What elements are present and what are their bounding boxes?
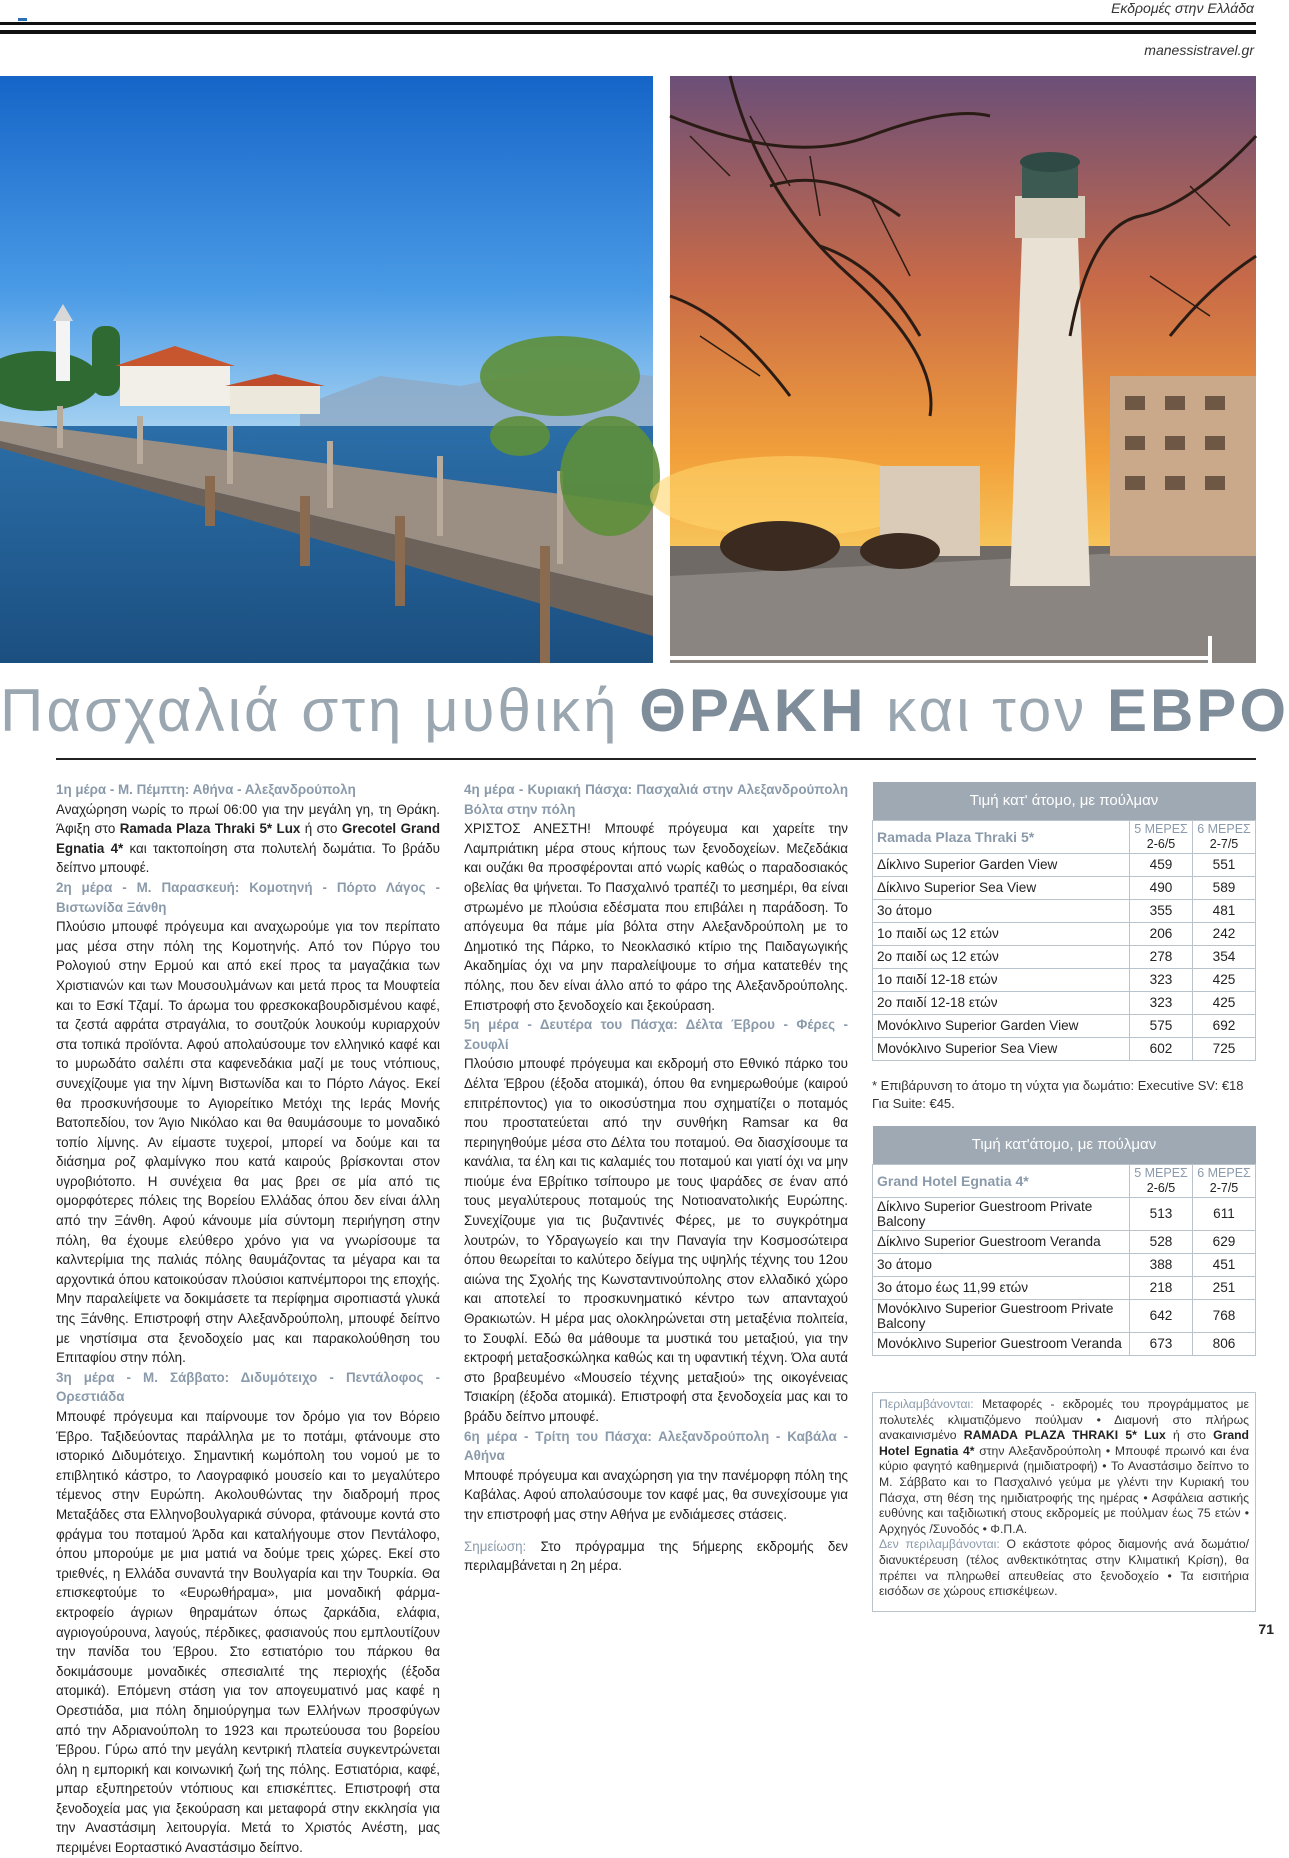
price-row — [873, 853, 1256, 876]
price-6-days: 768 — [1193, 1299, 1256, 1332]
price-row — [873, 1014, 1256, 1037]
price-5-days: 513 — [1130, 1197, 1193, 1230]
day-2-text: Πλούσιο μπουφέ πρόγευμα και αναχωρούμε για τον περίπατο μας μέσα στην πόλη της Κομοτηνής. Από τον Πύργο του Ρολογιού στην Ερμού και από εκεί προς τα μαγαζάκια των Χριστιανών και των Μουσουλμάνων και μετά προς τα Μουφτεία και το Εσκί Τζαμί. Το άρωμα του φρεσκοκαβουρδισμένου καφέ, τα ζεστά αφράτα στραγάλια, το σουτζούκ λουκούμ κυριαρχούν στα τοπικά προϊόντα. Αφού απολαύσουμε τον ελληνικό καφέ και το μυρωδάτο σαλέπι στα καφενεδάκια μαζί με τους ντόπιους, συνεχίζουμε για την λίμνη Βιστωνίδα και το Πόρτο Λάγος. Εκεί θα προσκυνήσουμε το Αγιορείτικο Μετόχι της Ιεράς Μονής Βατοπεδίου, τον Άγιο Νικόλαο και θα θαυμάσουμε το μοναδικό τοπίο λίμνης. Αν είμαστε τυχεροί, μπορεί να δούμε και τα διάσημα ροζ φλαμίνγκο που κατά καιρούς βρίσκονται στον υγροβιότοπο. Η συνέχεια θα μας βρει σε μία από τις ομορφότερες πόλεις της Βορείου Ελλάδας όπου δεν είναι άλλη από την Ξάνθη. Αφού κάνουμε μία σύντομη περιήγηση στην πόλη, θα έχουμε ελεύθερο χρόνο για να γνωρίσουμε τα καλντερίμια της παλιάς πόλης θαυμάζοντας τα μέγαρα και τα αρχοντικά όπου κατοικούσαν πλούσιοι καπνέμποροι της εποχής. Μην παραλείψετε να δοκιμάσετε τα περίφημα σιροπιαστά γλυκά της Ξάνθης. Επιστροφή στην Αλεξανδρούπολη, μπουφέ δείπνο με νηστίσιμα στα ξενοδοχείο μας και παρακολούθηση του Επιταφίου στην πόλη. — [56, 919, 440, 1366]
room-type: 3ο άτομο έως 11,99 ετών — [873, 1276, 1130, 1299]
price-6-days: 425 — [1193, 968, 1256, 991]
price-5-days: 206 — [1130, 922, 1193, 945]
price-row — [873, 876, 1256, 899]
price-6-days: 611 — [1193, 1197, 1256, 1230]
room-type: 3ο άτομο — [873, 899, 1130, 922]
itinerary-column-2 — [464, 780, 848, 1576]
price-6-days: 354 — [1193, 945, 1256, 968]
page-title — [0, 676, 1289, 745]
porto-lagos-bridge-photo — [0, 76, 653, 663]
title-rule — [56, 758, 1256, 760]
title-highlight-evros: ΕΒΡΟ — [1106, 677, 1289, 744]
price-6-days: 481 — [1193, 899, 1256, 922]
program-note: Σημείωση: Στο πρόγραμμα της 5ήμερης εκδρομής δεν περιλαμβάνεται η 2η μέρα. — [464, 1538, 848, 1574]
price-5-days: 602 — [1130, 1037, 1193, 1060]
price-6-days: 629 — [1193, 1230, 1256, 1253]
price-6-days: 806 — [1193, 1332, 1256, 1355]
day-6-text: Μπουφέ πρόγευμα και αναχώρηση για την πανέμορφη πόλη της Καβάλας. Αφού απολαύσουμε τον καφέ μας, θα συνεχίσουμε για την επιστροφή μας στην Αθήνα με ενδιάμεσες στάσεις. — [464, 1467, 848, 1522]
hotel-name: Ramada Plaza Thraki 5* Lux — [119, 821, 301, 837]
room-type: Μονόκλινο Superior Guestroom Veranda — [873, 1332, 1130, 1355]
not-included-text: Δεν περιλαμβάνονται: Ο εκάστοτε φόρος διαμονής ανά δωμάτιο/διανυκτέρευση (τέλος ανθεκτικότητας στην Κλιματική Κρίση), θα πρέπει να πληρωθεί απευθείας στο ξενοδοχείο • Τα εισιτήρια εισόδων σε χώρους επισκέψεων. — [879, 1537, 1249, 1599]
price-row — [873, 1230, 1256, 1253]
title-part-2: και τον — [866, 677, 1107, 744]
price-row — [873, 1197, 1256, 1230]
day-1-title: 1η μέρα - Μ. Πέμπτη: Αθήνα - Αλεξανδρούπολη — [56, 782, 356, 797]
price-row — [873, 899, 1256, 922]
day-6-title: 6η μέρα - Τρίτη του Πάσχα: Αλεξανδρούπολη - Καβάλα - Αθήνα — [464, 1428, 848, 1464]
room-type: 1ο παιδί ως 12 ετών — [873, 922, 1130, 945]
price-row — [873, 945, 1256, 968]
price-row — [873, 991, 1256, 1014]
day-5-title: 5η μέρα - Δευτέρα του Πάσχα: Δέλτα Έβρου - Φέρες - Σουφλί — [464, 1017, 848, 1052]
price-5-days: 575 — [1130, 1014, 1193, 1037]
day-1-text: Αναχώρηση νωρίς το πρωί 06:00 για την μεγάλη γη, τη Θράκη. Άφιξη στο Ramada Plaza Thraki 5* Lux ή στο Grecotel Grand Egnatia 4* και τακτοποίηση στα πολυτελή δωμάτια. Το βράδυ δείπνο μπουφέ. — [56, 801, 441, 876]
day-5-text: Πλούσιο μπουφέ πρόγευμα και εκδρομή στο Εθνικό πάρκο του Δέλτα Έβρου (έξοδα ατομικά), όπου θα ενημερωθούμε (καιρού επιτρέποντος) για το οικοσύστημα που σχηματίζει ο ποταμός που προστατεύεται από την συνθήκη Ramsar κα θα περιηγηθούμε μέσα στο Δέλτα του ποταμού. Θα διασχίσουμε τα κανάλια, τα έλη και τις καλαμιές του ποταμού και γιατί όχι να μην πιούμε ένα Εβρίτικο τσίπουρο με τους ψαράδες σε έναν από τους μεγαλύτερους ποταμούς της Νοτιοανατολικής Ευρώπης. Συνεχίζουμε για τις βυζαντινές Φέρες, με το συγκρότημα λουτρών, το Υδραγωγείο και την Παναγία την Κοσμοσώτειρα όπου θεωρείται το καλύτερο δείγμα της υψηλής τέχνης του 12ου αιώνα της Σχολής της Κωνσταντινούπολης στον ελλαδικό χώρο και αποτελεί το προσκυνηματικό κέντρο των απανταχού Θρακιωτών. Η μέρα μας ολοκληρώνεται στη μεταξένια πολιτεία, το Σουφλί. Εδώ θα μάθουμε τα μυστικά του μεταξιού, για την εκτροφή μεταξοσκώληκα καθώς και τη υφαντική τέχνη. Όλα αυτά στο βραβευμένο «Μουσείο τέχνης μεταξιού» της οικογένειας Τσιακίρη (έξοδα ατομικά). Επιστροφή στα ξενοδοχεία μας και το βράδυ δείπνο μπουφέ. — [464, 1056, 848, 1424]
price-row — [873, 1332, 1256, 1355]
day-3-title: 3η μέρα - Μ. Σάββατο: Διδυμότειχο - Πεντάλοφος - Ορεστιάδα — [56, 1369, 440, 1405]
price-6-days: 242 — [1193, 922, 1256, 945]
hotel-name: Grecotel Grand Egnatia 4* — [56, 821, 441, 856]
room-type: Μονόκλινο Superior Garden View — [873, 1014, 1130, 1037]
room-type: Δίκλινο Superior Guestroom Veranda — [873, 1230, 1130, 1253]
table-caption: Τιμή κατ' άτομο, με πούλμαν — [873, 782, 1256, 820]
price-row — [873, 1276, 1256, 1299]
price-5-days: 490 — [1130, 876, 1193, 899]
price-5-days: 323 — [1130, 968, 1193, 991]
hotel-name: Ramada Plaza Thraki 5* — [873, 820, 1130, 853]
price-row — [873, 922, 1256, 945]
price-row — [873, 1253, 1256, 1276]
section-title: Εκδρομές στην Ελλάδα — [1111, 0, 1254, 16]
header-accent-mark — [18, 18, 27, 21]
price-5-days: 388 — [1130, 1253, 1193, 1276]
price-6-days: 589 — [1193, 876, 1256, 899]
room-type: Μονόκλινο Superior Guestroom Private Balcony — [873, 1299, 1130, 1332]
room-type: 2ο παιδί ως 12 ετών — [873, 945, 1130, 968]
room-type: Δίκλινο Superior Guestroom Private Balcony — [873, 1197, 1130, 1230]
room-type: Δίκλινο Superior Garden View — [873, 853, 1130, 876]
hotel-name: Grand Hotel Egnatia 4* — [873, 1164, 1130, 1197]
table-caption: Τιμή κατ'άτομο, με πούλμαν — [873, 1126, 1256, 1164]
price-5-days: 323 — [1130, 991, 1193, 1014]
title-highlight-thrace: ΘΡΑΚΗ — [639, 677, 867, 744]
price-5-days: 278 — [1130, 945, 1193, 968]
website-url[interactable]: manessistravel.gr — [1144, 42, 1254, 58]
price-row — [873, 968, 1256, 991]
room-type: Δίκλινο Superior Sea View — [873, 876, 1130, 899]
duration-6-days: 6 ΜΕΡΕΣ 2-7/5 — [1193, 820, 1256, 853]
day-4-text: ΧΡΙΣΤΟΣ ΑΝΕΣΤΗ! Μπουφέ πρόγευμα και χαρείτε την Λαμπριάτικη μέρα στους κήπους των ξενοδοχείων. Μεζεδάκια και ουζάκι θα προσφέρονται από νωρίς καθώς ο παραδοσιακός οβελίας θα ψήνεται. Το Πασχαλινό τραπέζι το μεσημέρι, θα είναι στρωμένο με πλούσια εδέσματα που επιβάλει η παράδοση. Το απόγευμα θα πάμε μία βόλτα στην Αλεξανδρούπολη με το Δημοτικό της Πάρκο, το Νεοκλασικό κτίριο της Παιδαγωγικής Ακαδημίας όχι να μην παραλείψουμε το σήμα κατατεθέν της πόλης, που δεν είναι άλλο από το φάρο της Αλεξανδρούπολης. Επιστροφή στο ξενοδοχείο και ξεκούραση. — [464, 821, 848, 1013]
price-5-days: 642 — [1130, 1299, 1193, 1332]
price-6-days: 551 — [1193, 853, 1256, 876]
price-6-days: 692 — [1193, 1014, 1256, 1037]
day-4-title: 4η μέρα - Κυριακή Πάσχα: Πασχαλιά στην Αλεξανδρούπολη Βόλτα στην πόλη — [464, 782, 848, 817]
price-5-days: 355 — [1130, 899, 1193, 922]
room-type: 3ο άτομο — [873, 1253, 1130, 1276]
price-5-days: 673 — [1130, 1332, 1193, 1355]
title-part-1: Πασχαλιά στη μυθική — [0, 677, 640, 744]
price-6-days: 251 — [1193, 1276, 1256, 1299]
price-row — [873, 1037, 1256, 1060]
day-3-text: Μπουφέ πρόγευμα και παίρνουμε τον δρόμο για τον Βόρειο Έβρο. Ταξιδεύοντας παράλληλα με το ποτάμι, φτάνουμε στο ιστορικό Διδυμότειχο. Σημαντική κωμόπολη του νομού με το επιβλητικό κάστρο, το Λαογραφικό μουσείο και το μεγαλύτερο τέμενος στην Ευρώπη. Ακολουθώντας την διαδρομή προς Μεταξάδες στα Ελληνοβουλγαρικά σύνορα, φτάνουμε κοντά στο φράγμα του ποταμού Άρδα και καταλήγουμε στον Πεντάλοφο, όπου μπορούμε με μια ματιά να δούμε τρεις χώρες. Εκεί στο τριεθνές, η Ελλάδα συναντά την Βουλγαρία και την Τουρκία. Θα επισκεφτούμε το «Ευρωθήραμα», μια μοναδική φάρμα-εκτροφείο άγριων θηραμάτων όπως ζαρκάδια, ελάφια, αγριογούρουνα, λαγούς, πέρδικες, φασιανούς που εμπλουτίζουν την πανίδα του Έβρου. Στο εστιατόριο του πάρκου θα δοκιμάσουμε μοναδικές σπεσιαλιτέ της περιοχής (έξοδα ατομικά). Επόμενη στάση για τον απογευματινό μας καφέ η Ορεστιάδα, μια πόλη δημιούργημα των Ελλήνων προσφύγων από την Αδριανούπολη το 1923 και πρωτεύουσα του βορείου Έβρου. Γύρω από την μεγάλη κεντρική πλατεία συγκεντρώνεται όλη η εμπορική και κοινωνική ζωή της πόλης. Εστιατόρια, καφέ, μπαρ εξυπηρετούν ντόπιους και επισκέπτες. Επιστροφή στα ξενοδοχεία μας για ξεκούραση και μεταφορά στην εκκλησία για την Αναστάσιμη λειτουργία. Μετά το Χριστός Ανέστη, μας περιμένει Εορταστικό Αναστάσιμο δείπνο. — [56, 1409, 440, 1856]
included-box — [872, 1392, 1256, 1612]
price-6-days: 451 — [1193, 1253, 1256, 1276]
room-type: 2ο παιδί 12-18 ετών — [873, 991, 1130, 1014]
price-table-ramada — [872, 782, 1256, 1061]
price-5-days: 528 — [1130, 1230, 1193, 1253]
duration-6-days: 6 ΜΕΡΕΣ 2-7/5 — [1193, 1164, 1256, 1197]
price-row — [873, 1299, 1256, 1332]
footnote: * Επιβάρυνση το άτομο τη νύχτα για δωμάτιο: Executive SV: €18 Για Suite: €45. — [872, 1078, 1244, 1111]
room-type: Μονόκλινο Superior Sea View — [873, 1037, 1130, 1060]
alexandroupoli-lighthouse-photo — [670, 76, 1256, 663]
price-6-days: 725 — [1193, 1037, 1256, 1060]
day-2-title: 2η μέρα - Μ. Παρασκευή: Κομοτηνή - Πόρτο Λάγος - Βιστωνίδα Ξάνθη — [56, 879, 440, 915]
duration-5-days: 5 ΜΕΡΕΣ 2-6/5 — [1130, 820, 1193, 853]
itinerary-column-1 — [56, 780, 440, 1858]
included-text: Περιλαμβάνονται: Μεταφορές - εκδρομές του προγράμματος με πολυτελές κλιματιζόμενο πούλμαν • Διαμονή στο πλήρως ανακαινισμένο RAMADA PLAZA THRAKI 5* Lux ή στο Grand Hotel Egnatia 4* στην Αλεξανδρούπολη • Μπουφέ πρωινό και ένα κύριο φαγητό καθημερινά (ημιδιατροφή) • Το Αναστάσιμο δείπνο το Μ. Σάββατο και το Πασχαλινό γεύμα με γλέντι την Κυριακή του Πάσχα, στη θέση της ημιδιατροφής της ημέρας • Ασφάλεια αστικής ευθύνης και ταξιδιωτική στους εκδρομείς με πούλμαν έως 75 ετών • Αρχηγός /Συνοδός • Φ.Π.Α. — [879, 1397, 1249, 1536]
header-rule — [0, 22, 1256, 34]
price-5-days: 459 — [1130, 853, 1193, 876]
room-type: 1ο παιδί 12-18 ετών — [873, 968, 1130, 991]
page-number: 71 — [1258, 1621, 1274, 1637]
price-6-days: 425 — [1193, 991, 1256, 1014]
duration-5-days: 5 ΜΕΡΕΣ 2-6/5 — [1130, 1164, 1193, 1197]
price-table-egnatia — [872, 1126, 1256, 1356]
price-5-days: 218 — [1130, 1276, 1193, 1299]
